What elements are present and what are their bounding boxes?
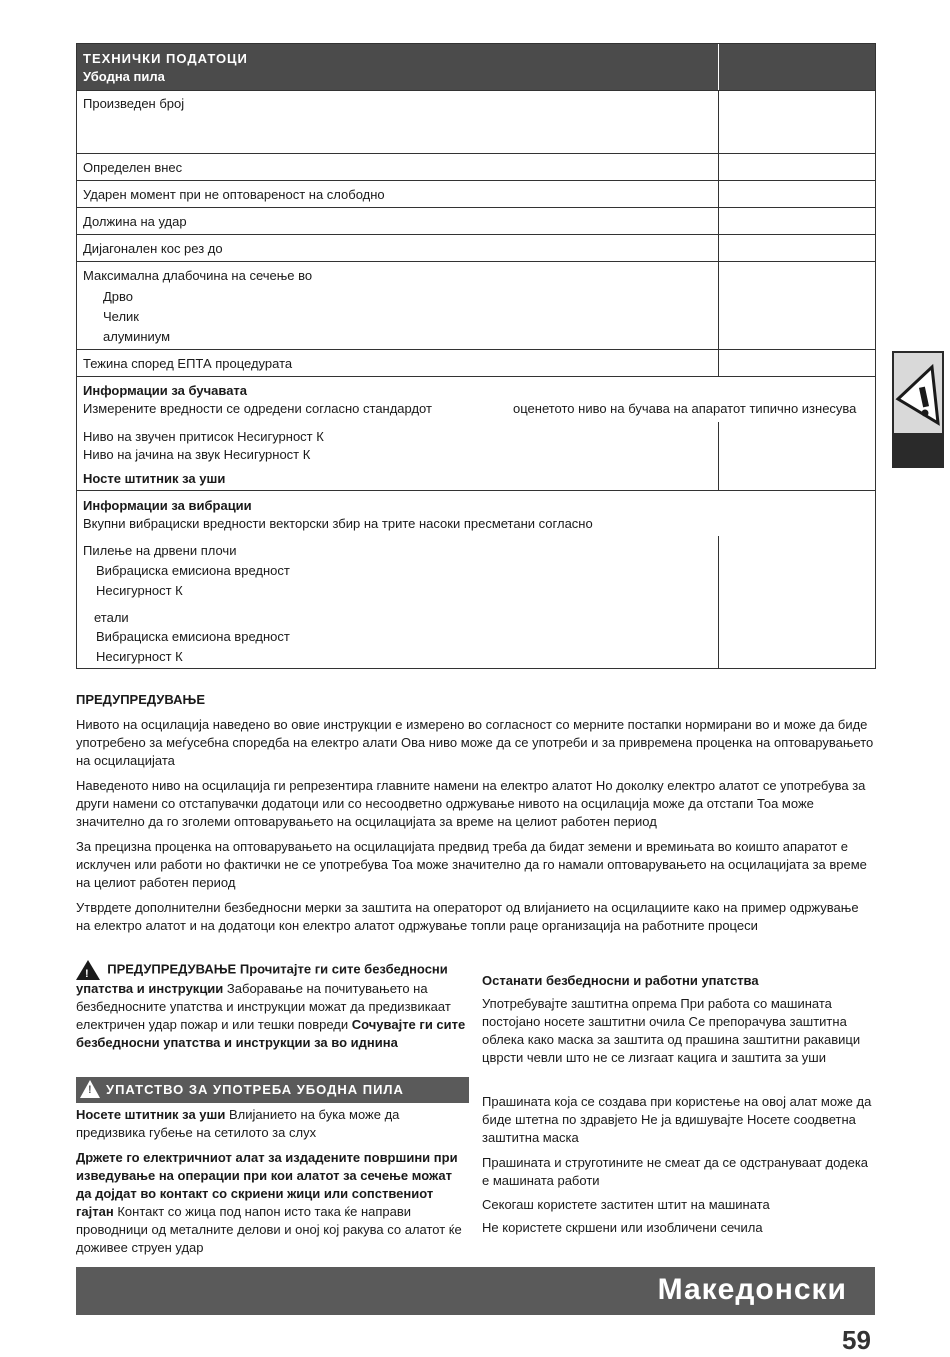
left-warning-label: ПРЕДУПРЕДУВАЊЕ: [107, 961, 237, 977]
ear-protection-text: Влијанието на бука може да предизвика губење на сетилото за слух: [76, 1107, 400, 1140]
vibration-title: Информации за вибрации: [83, 498, 252, 513]
usage-banner: [76, 1077, 469, 1103]
row-bevel: Дијагонален кос рез до: [83, 241, 223, 256]
usage-banner-text: УПАТСТВО ЗА УПОТРЕБА УБОДНА ПИЛА: [106, 1082, 404, 1097]
side-tab: [892, 351, 944, 468]
right-paragraph-3: Прашината и струготините не смеат да се одстрануваат додека е машината работи: [482, 1155, 869, 1188]
vibration-line1: Вкупни вибрациски вредности векторски збир на трите насоки пресметани согласно: [83, 516, 593, 531]
vibration-uncertainty-1: Несигурност К: [96, 583, 183, 598]
noise-pressure: Ниво на звучен притисок Несигурност К: [83, 429, 324, 444]
footer-language: Македонски: [657, 1273, 847, 1306]
row-max-depth: Максимална длабочина на сечење во: [83, 268, 313, 283]
vibration-emission-1: Вибрациска емисиона вредност: [96, 563, 290, 578]
right-paragraph-1: Употребувајте заштитна опрема При работа со машината постојано носете заштитни очила Се препорачува заштитна облека како маска за заштита од прашина заштитни ракавици цврсти чевли што не се лизгаат кацига и заштита за уши: [482, 996, 861, 1065]
right-paragraph-4: Секогаш користете заститен штит на машината: [482, 1197, 770, 1212]
hold-tool-block: [76, 1149, 469, 1257]
noise-ear-protection: Носте штитник за уши: [83, 471, 226, 486]
right-paragraph-2: Прашината која се создава при користење на овој алат може да биде штетна по здравјето Не ја вдишувајте Носете соодветна заштитна маска: [482, 1094, 872, 1145]
noise-power: Ниво на јачина на звук Несигурност К: [83, 447, 311, 462]
spec-table: [76, 43, 876, 669]
row-aluminium: алуминиум: [103, 329, 171, 344]
spec-table-title: ТЕХНИЧКИ ПОДАТОЦИ: [83, 51, 248, 66]
warning-paragraph-4: Утврдете дополнителни безбедносни мерки за заштита на операторот од влијанието на осцилациите како на пример одржување на електро алатот и на додатоци кон електро алатот одржување топли раце организација на работните процеси: [76, 900, 859, 933]
warning-paragraph-1: Нивото на осцилација наведено во овие инструкции е измерено во согласност со мерните постапки нормирани во и може да биде употребено за меѓусебна споредба на електро алати Ова ниво може да се употреби и за привремена проценка на оптоварувањето на осцилацијата: [76, 717, 874, 768]
row-rated-input: Определен внес: [83, 160, 183, 175]
spec-table-header: [77, 44, 875, 90]
warning-icon: [894, 353, 942, 433]
page-number: 59: [842, 1325, 871, 1355]
right-column-title: Останати безбедносни и работни упатства: [482, 973, 759, 988]
vibration-emission-2: Вибрациска емисиона вредност: [96, 629, 290, 644]
row-steel: Челик: [103, 309, 139, 324]
vibration-boards: Пилење на дрвени плочи: [83, 543, 237, 558]
vibration-metals: етали: [94, 610, 129, 625]
row-wood: Дрво: [103, 289, 134, 304]
warning-title: ПРЕДУПРЕДУВАЊЕ: [76, 692, 205, 707]
row-produced-number: Произведен број: [83, 96, 185, 111]
ear-protection-block: [76, 1106, 469, 1142]
ear-protection-bold: Носете штитник за уши: [76, 1107, 226, 1122]
right-paragraph-5: Не користете скршени или изобличени сечила: [482, 1220, 763, 1235]
left-warning-text: Заборавање на почитувањето на безбедносните упатства и инструкции можат да предизвикаат електричен удар пожар и или тешки повреди: [76, 981, 451, 1032]
warning-paragraph-2: Наведеното ниво на осцилација ги репрезентира главните намени на електро алатот Но доколку електро алатот се употребува за други намени со отстапувачки додатоци или со несоодветно одржување нивото на осцилација може да отстапи Тоа може значително да го зголеми оптоварувањето на осцилацијата за време на целиот работен период: [76, 778, 866, 829]
noise-line1: Измерените вредности се одредени согласно стандардот: [83, 401, 432, 416]
noise-title: Информации за бучавата: [83, 383, 248, 398]
banner-warning-icon: !: [80, 1080, 100, 1098]
left-warning-bold-2: Сочувајте ги сите безбедносни упатства и инструкции за во иднина: [76, 1017, 466, 1050]
row-stroke-length: Должина на удар: [83, 214, 187, 229]
left-warning-bold: Прочитајте ги сите безбедносни упатства и инструкции: [76, 961, 448, 996]
hold-tool-text: Контакт со жица под напон исто така ќе направи проводници од металните делови и оној кој ракува со алатот ќе доживее струен удар: [76, 1204, 462, 1255]
spec-table-subtitle: Убодна пила: [83, 69, 165, 84]
footer-bar: [76, 1267, 875, 1315]
left-warning-block: [76, 960, 469, 1052]
vibration-uncertainty-2: Несигурност К: [96, 649, 183, 664]
row-stroke-rate: Ударен момент при не оптовареност на слободно: [83, 187, 385, 202]
row-weight: Тежина според ЕПТА процедурата: [83, 356, 293, 371]
noise-line1-right: оценетото ниво на бучава на апаратот типично изнесува: [513, 401, 857, 416]
warning-paragraph-3: За прецизна проценка на оптоварувањето на осцилацијата предвид треба да бидат земени и времињата во коишто апаратот е исклучен или работи но фактички не се употребува Тоа може значително да го намали оптоварувањето на осцилацијата за време на целиот работен период: [76, 839, 867, 890]
hold-tool-bold: Држете го електричниот алат за издадените површини при изведување на операции при кои алатот за сечење можат да дојдат во контакт со скриени жици или сопствениот гајтан: [76, 1150, 458, 1219]
warning-triangle-icon: !: [76, 960, 100, 980]
